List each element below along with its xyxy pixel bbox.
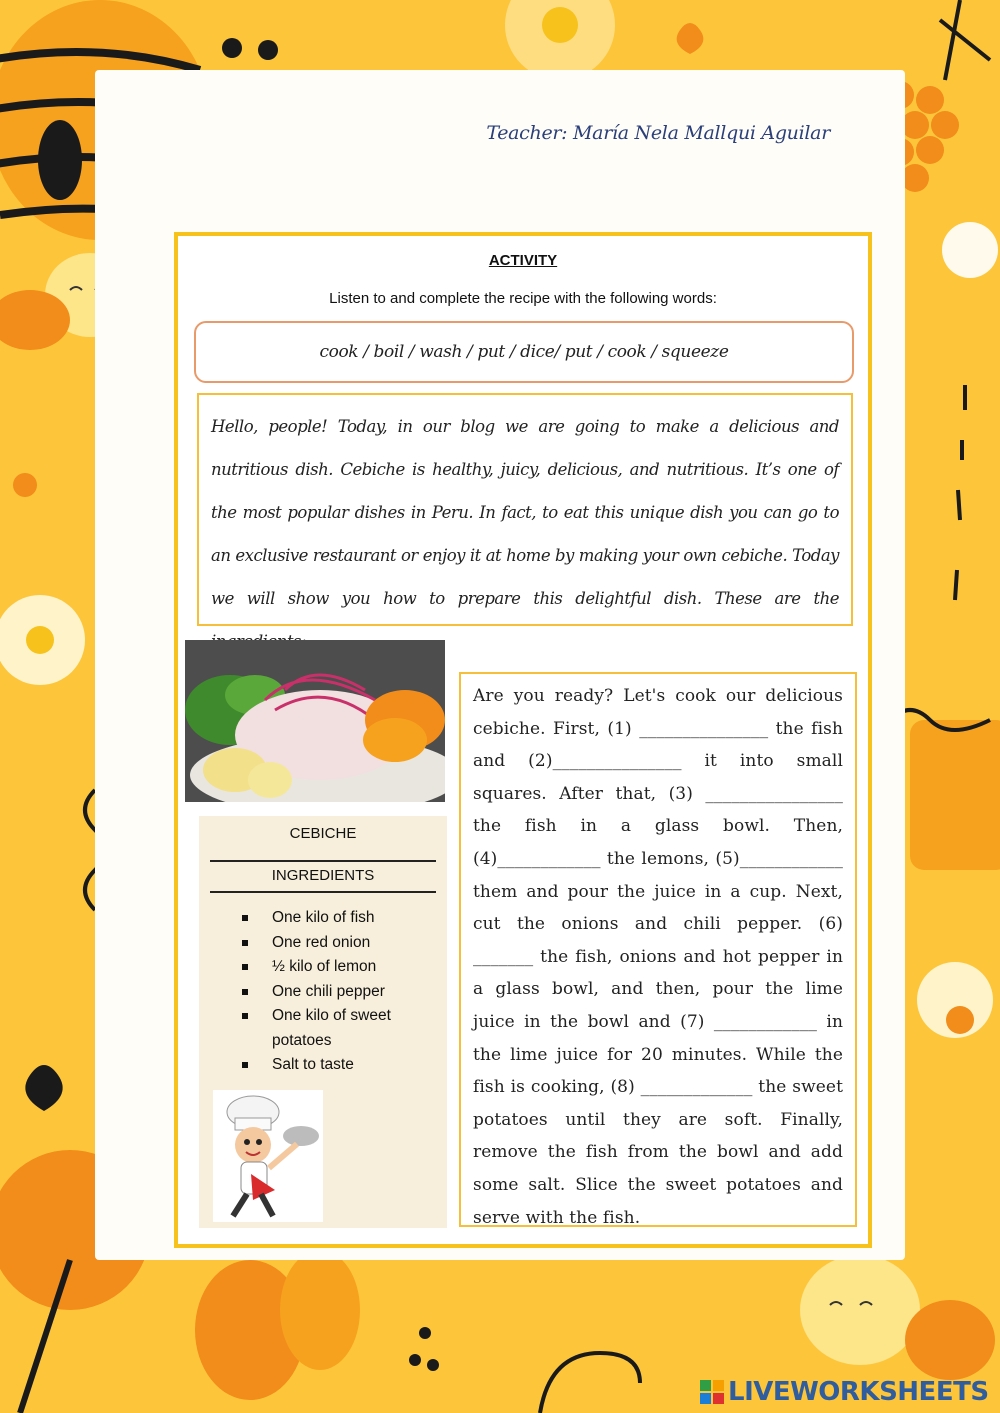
flower-icon (942, 222, 998, 278)
cebiche-photo (185, 640, 445, 802)
teacher-name: Teacher: María Nela Mallqui Aguilar (486, 122, 830, 144)
daisy-icon (505, 0, 615, 80)
bullet-icon (242, 1013, 248, 1019)
small-flower-icon-right (946, 1006, 974, 1034)
heart-icon (677, 23, 704, 54)
divider (210, 891, 436, 893)
divider (210, 860, 436, 862)
bullet-icon (242, 940, 248, 946)
list-item: One kilo of sweet potatoes (240, 1004, 435, 1053)
bullet-icon (242, 1062, 248, 1068)
recipe-paragraph: Are you ready? Let's cook our delicious cebiche. First, (1) _______________ the fish and (2)_______________ it into small squares. After that, (3) ________________ the fish in a glass bowl. Then, (4)____________ the lemons, (5)____________ them and pour the juice in a cup. Next, cut the onions and chili pepper. (6) _______ the fish, onions and hot pepper in a glass bowl, and then, pour the lime juice in the bowl and (7) ____________ in the lime juice for 20 minutes. While the fish is cooking, (8) _____________ the sweet potatoes until they are soft. Finally, remove the fish from the bowl and add some salt. Slice the sweet potatoes and serve with the fish. (459, 672, 857, 1227)
honey-jar-icon (890, 710, 1000, 870)
list-item: One chili pepper (240, 980, 435, 1005)
heart-icon-left (25, 1065, 62, 1111)
dots-decoration-bottom (409, 1327, 439, 1371)
cebiche-image (185, 640, 445, 802)
activity-title: ACTIVITY (488, 252, 558, 269)
bullet-icon (242, 915, 248, 921)
word-bank: cook / boil / wash / put / dice/ put / cook / squeeze (194, 321, 854, 383)
liveworksheets-logo (700, 1377, 995, 1407)
list-item: Salt to taste (240, 1053, 435, 1078)
liveworksheets-logo-icon (700, 1380, 724, 1404)
ingredients-dish-title: CEBICHE (289, 825, 357, 842)
orange-flower-icon-bottom (195, 1250, 360, 1400)
small-flower-icon (13, 473, 37, 497)
list-item: ½ kilo of lemon (240, 955, 435, 980)
list-item: One kilo of fish (240, 906, 435, 931)
bullet-icon (242, 964, 248, 970)
bullet-icon (242, 989, 248, 995)
bee-icon-bottom (800, 1255, 995, 1380)
daisy-icon-left (0, 595, 85, 685)
liveworksheets-logo-text: LIVEWORKSHEETS (728, 1377, 989, 1407)
intro-paragraph: Hello, people! Today, in our blog we are going to make a delicious and nutritious dish. Cebiche is healthy, juicy, delicious, and nutritious. It’s one of the most popular dishes in Peru. In fact, to eat this unique dish you can go to an exclusive restaurant or enjoy it at home by making your own cebiche. Today we will show you how to prepare this delightful dish. These are the (197, 393, 853, 626)
chef-illustration (213, 1090, 323, 1222)
activity-instruction: Listen to and complete the recipe with the following words: (329, 290, 717, 307)
ingredients-list (240, 906, 435, 1078)
chef-icon (213, 1090, 323, 1222)
list-item: One red onion (240, 931, 435, 956)
ingredients-heading: INGREDIENTS (271, 867, 375, 884)
